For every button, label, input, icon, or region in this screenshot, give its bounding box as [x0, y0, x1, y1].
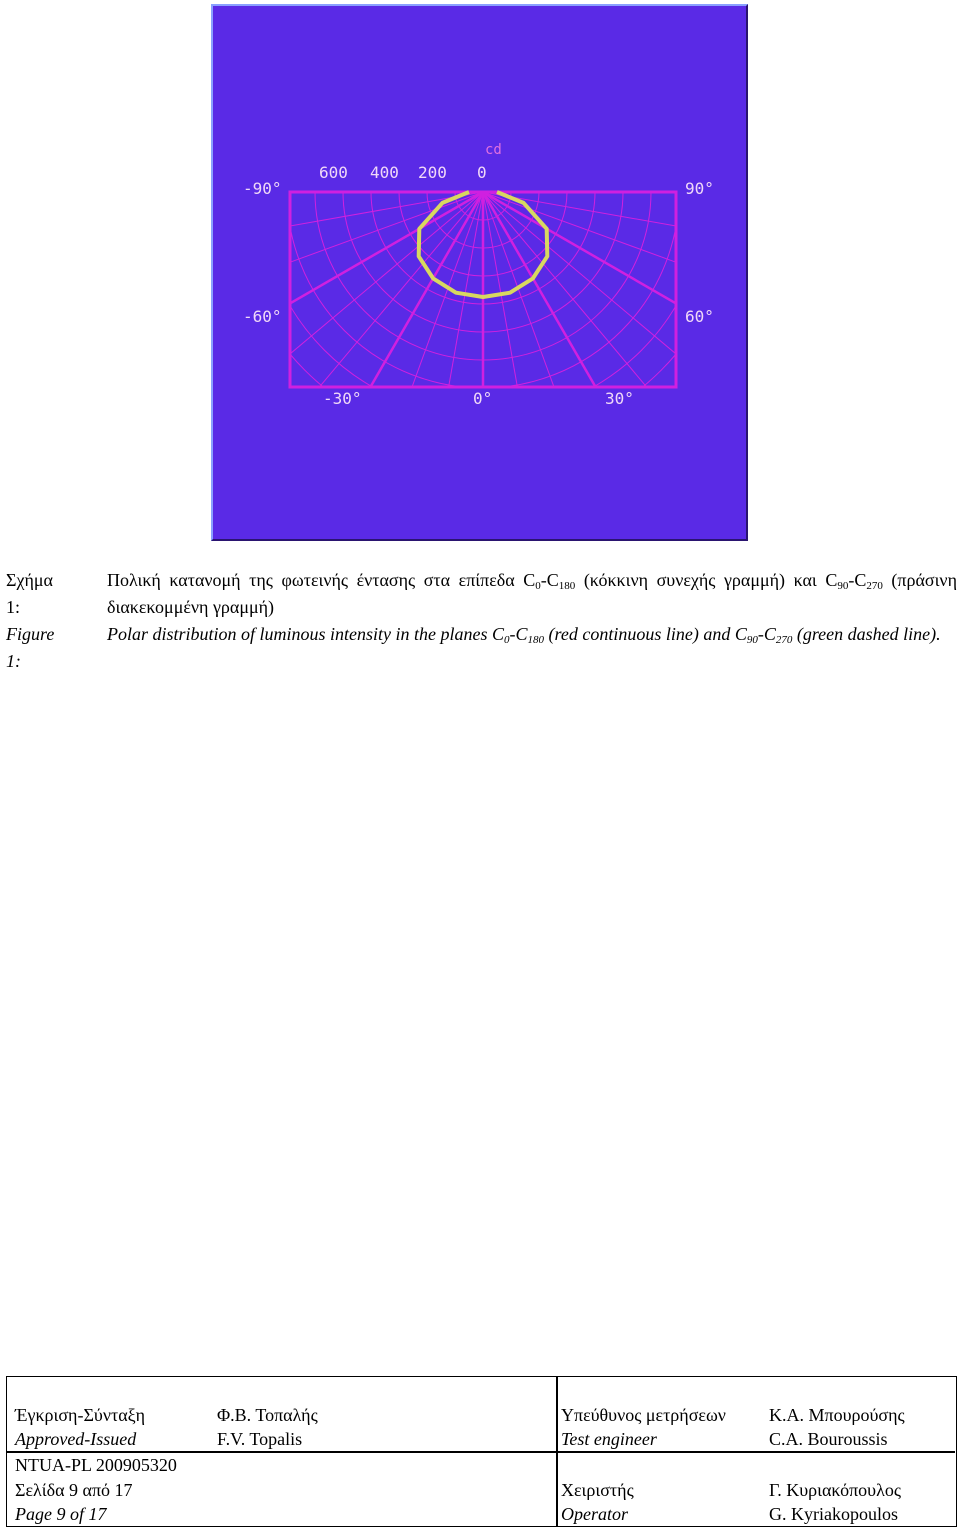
polar-diagram: [213, 6, 746, 539]
grid-spoke: [233, 192, 483, 539]
tick-600: 600: [319, 163, 348, 182]
caption-greek-part: Πολική κατανομή της φωτεινής έντασης στα επίπεδα C: [107, 570, 536, 590]
caption-english-part: (green dashed line).: [792, 624, 941, 644]
caption-english-part: Polar distribution of luminous intensity in the planes C: [107, 624, 505, 644]
operator-label-el: Χειριστής: [561, 1480, 634, 1500]
page-number-el: Σελίδα 9 από 17: [15, 1480, 133, 1500]
caption-greek-sub: 180: [558, 580, 576, 592]
operator-name-el: Γ. Κυριακόπουλος: [769, 1480, 901, 1500]
test-engineer-label-en: Test engineer: [561, 1429, 657, 1449]
caption-english-sub: 180: [527, 634, 545, 646]
caption-english-sub: 270: [775, 634, 793, 646]
angle-label-90: 90°: [685, 179, 714, 198]
angle-label-0: 0°: [473, 389, 493, 408]
caption-english-part: -C: [757, 624, 776, 644]
caption-greek-sub: 0: [535, 580, 541, 592]
approved-label-en: Approved-Issued: [15, 1429, 137, 1449]
operator-label-en: Operator: [561, 1504, 628, 1524]
test-engineer-name-el: Κ.Α. Μπουρούσης: [769, 1405, 905, 1425]
tick-0: 0: [477, 163, 487, 182]
footer-approval-table: [6, 1376, 957, 1527]
operator-name-en: G. Kyriakopoulos: [769, 1504, 898, 1524]
report-id: NTUA-PL 200905320: [15, 1455, 177, 1475]
caption-english-label: Figure 1:: [6, 624, 55, 671]
caption-english-part: -C: [509, 624, 528, 644]
caption-greek-part: -C: [540, 570, 559, 590]
tick-200: 200: [418, 163, 447, 182]
caption-greek-sub: 270: [866, 580, 883, 592]
grid-spoke: [483, 192, 746, 539]
unit-label: cd: [485, 142, 502, 158]
grid-spoke: [213, 192, 483, 363]
caption-greek-part: (πράσινη διακεκομμένη γραμμή): [107, 570, 957, 617]
tick-400: 400: [370, 163, 399, 182]
caption-english-sub: 0: [504, 634, 510, 646]
polar-grid: [213, 6, 746, 539]
caption-greek-part: -C: [848, 570, 867, 590]
approved-label-el: Έγκριση-Σύνταξη: [15, 1405, 146, 1425]
test-engineer-name-en: C.A. Bouroussis: [769, 1429, 888, 1449]
caption-greek-part: (κόκκινη συνεχής γραμμή) και C: [575, 570, 838, 590]
caption-greek-label: Σχήμα 1:: [6, 570, 53, 617]
angle-label-minus-30: -30°: [323, 389, 362, 408]
angle-label-minus-60: -60°: [243, 307, 282, 326]
caption-english-sub: 90: [746, 634, 758, 646]
test-engineer-label-el: Υπεύθυνος μετρήσεων: [561, 1405, 726, 1425]
grid-ring: [213, 6, 746, 528]
caption-greek-sub: 90: [837, 580, 849, 592]
angle-label-60: 60°: [685, 307, 714, 326]
caption-greek-text: [107, 567, 957, 621]
page-number-en: Page 9 of 17: [15, 1504, 107, 1524]
grid-spoke: [213, 192, 483, 539]
grid-spoke: [483, 192, 733, 539]
grid-ring: [213, 6, 746, 500]
angle-label-minus-90: -90°: [243, 179, 282, 198]
approver-name-en: F.V. Topalis: [217, 1429, 303, 1449]
caption-english-text: [107, 621, 957, 648]
caption-english-part: (red continuous line) and C: [544, 624, 747, 644]
approver-name-el: Φ.Β. Τοπαλής: [217, 1405, 318, 1425]
angle-label-30: 30°: [605, 389, 634, 408]
polar-diagram-figure: [211, 4, 748, 541]
